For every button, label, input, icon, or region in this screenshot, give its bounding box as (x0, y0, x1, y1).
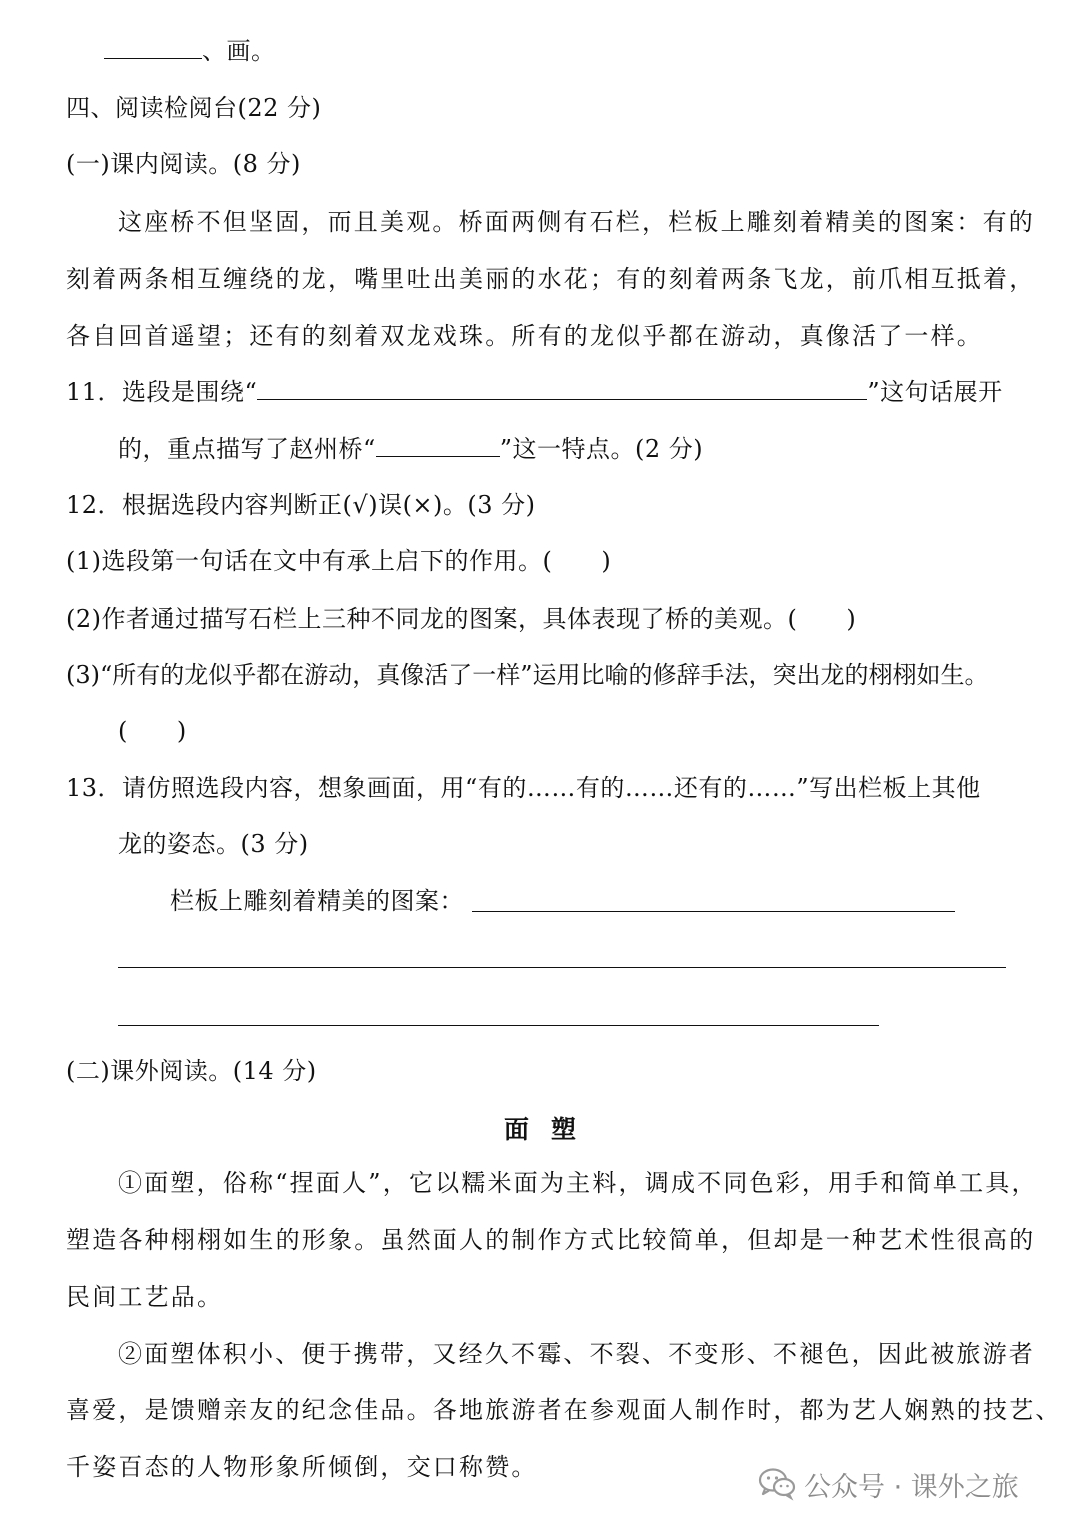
passage2-line: 千姿百态的人物形象所倾倒，交口称赞。 (66, 1453, 538, 1481)
passage1-line: 各自回首遥望；还有的刻着双龙戏珠。所有的龙似乎都在游动，真像活了一样。 (66, 322, 983, 350)
question-13 (66, 772, 981, 804)
article-title: 面塑 (504, 1115, 599, 1144)
fill-in-text: 、画。 (202, 37, 276, 65)
question-13-line2: 龙的姿态。(3 分) (118, 830, 309, 858)
passage2-line: ②面塑体积小、便于携带，又经久不霉、不裂、不变形、不褪色，因此被旅游者 (118, 1340, 1035, 1368)
watermark (758, 1462, 1019, 1506)
passage1-line: 刻着两条相互缠绕的龙，嘴里吐出美丽的水花；有的刻着两条飞龙，前爪相互抵着， (66, 265, 1036, 293)
question-text: 选段是围绕“ (122, 378, 258, 406)
judge-item-3: (3)“所有的龙似乎都在游动，真像活了一样”运用比喻的修辞手法，突出龙的栩栩如生。 (66, 661, 989, 689)
answer-blank[interactable] (104, 34, 202, 59)
passage2-line: ①面塑，俗称“捏面人”，它以糯米面为主料，调成不同色彩，用手和简单工具， (118, 1169, 1038, 1197)
question-11 (66, 375, 1003, 408)
part2-heading: (二)课外阅读。(14 分) (66, 1057, 317, 1085)
judge-item-2: (2)作者通过描写石栏上三种不同龙的图案，具体表现了桥的美观。( ) (66, 605, 857, 633)
question-number: 12． (66, 491, 123, 519)
passage2-line: 喜爱，是馈赠亲友的纪念佳品。各地旅游者在参观面人制作时，都为艺人娴熟的技艺、 (66, 1396, 1062, 1424)
question-number: 11． (66, 378, 123, 406)
question-text: 的，重点描写了赵州桥“ (118, 435, 376, 463)
part1-heading: (一)课内阅读。(8 分) (66, 150, 301, 178)
question-number: 13． (66, 774, 123, 802)
judge-item-3-answer[interactable]: ( ) (118, 717, 187, 745)
answer-line[interactable] (118, 1025, 879, 1026)
passage1-line: 这座桥不但坚固，而且美观。桥面两侧有石栏，栏板上雕刻着精美的图案：有的 (118, 208, 1035, 236)
fill-in-line (104, 34, 276, 67)
writing-prompt: 栏板上雕刻着精美的图案： (170, 887, 464, 915)
watermark-text: 公众号 · 课外之旅 (804, 1471, 1019, 1503)
question-text: ”这句话展开 (867, 378, 1003, 406)
question-12 (66, 489, 536, 521)
question-text: ”这一特点。(2 分) (499, 435, 704, 463)
question-11-line2 (118, 432, 703, 465)
answer-blank[interactable] (376, 432, 500, 457)
passage2-line: 塑造各种栩栩如生的形象。虽然面人的制作方式比较简单，但却是一种艺术性很高的 (66, 1226, 1036, 1254)
passage2-line: 民间工艺品。 (66, 1283, 224, 1311)
question-text: 请仿照选段内容，想象画面，用“有的……有的……还有的……”写出栏板上其他 (122, 774, 981, 802)
question-text: 根据选段内容判断正(√)误(×)。(3 分) (122, 491, 536, 519)
judge-item-1: (1)选段第一句话在文中有承上启下的作用。( ) (66, 547, 612, 575)
answer-line[interactable] (118, 967, 1006, 968)
wechat-icon (758, 1467, 796, 1501)
answer-blank[interactable] (257, 375, 867, 400)
answer-line[interactable] (472, 911, 955, 912)
section4-heading: 四、阅读检阅台(22 分) (66, 94, 322, 122)
